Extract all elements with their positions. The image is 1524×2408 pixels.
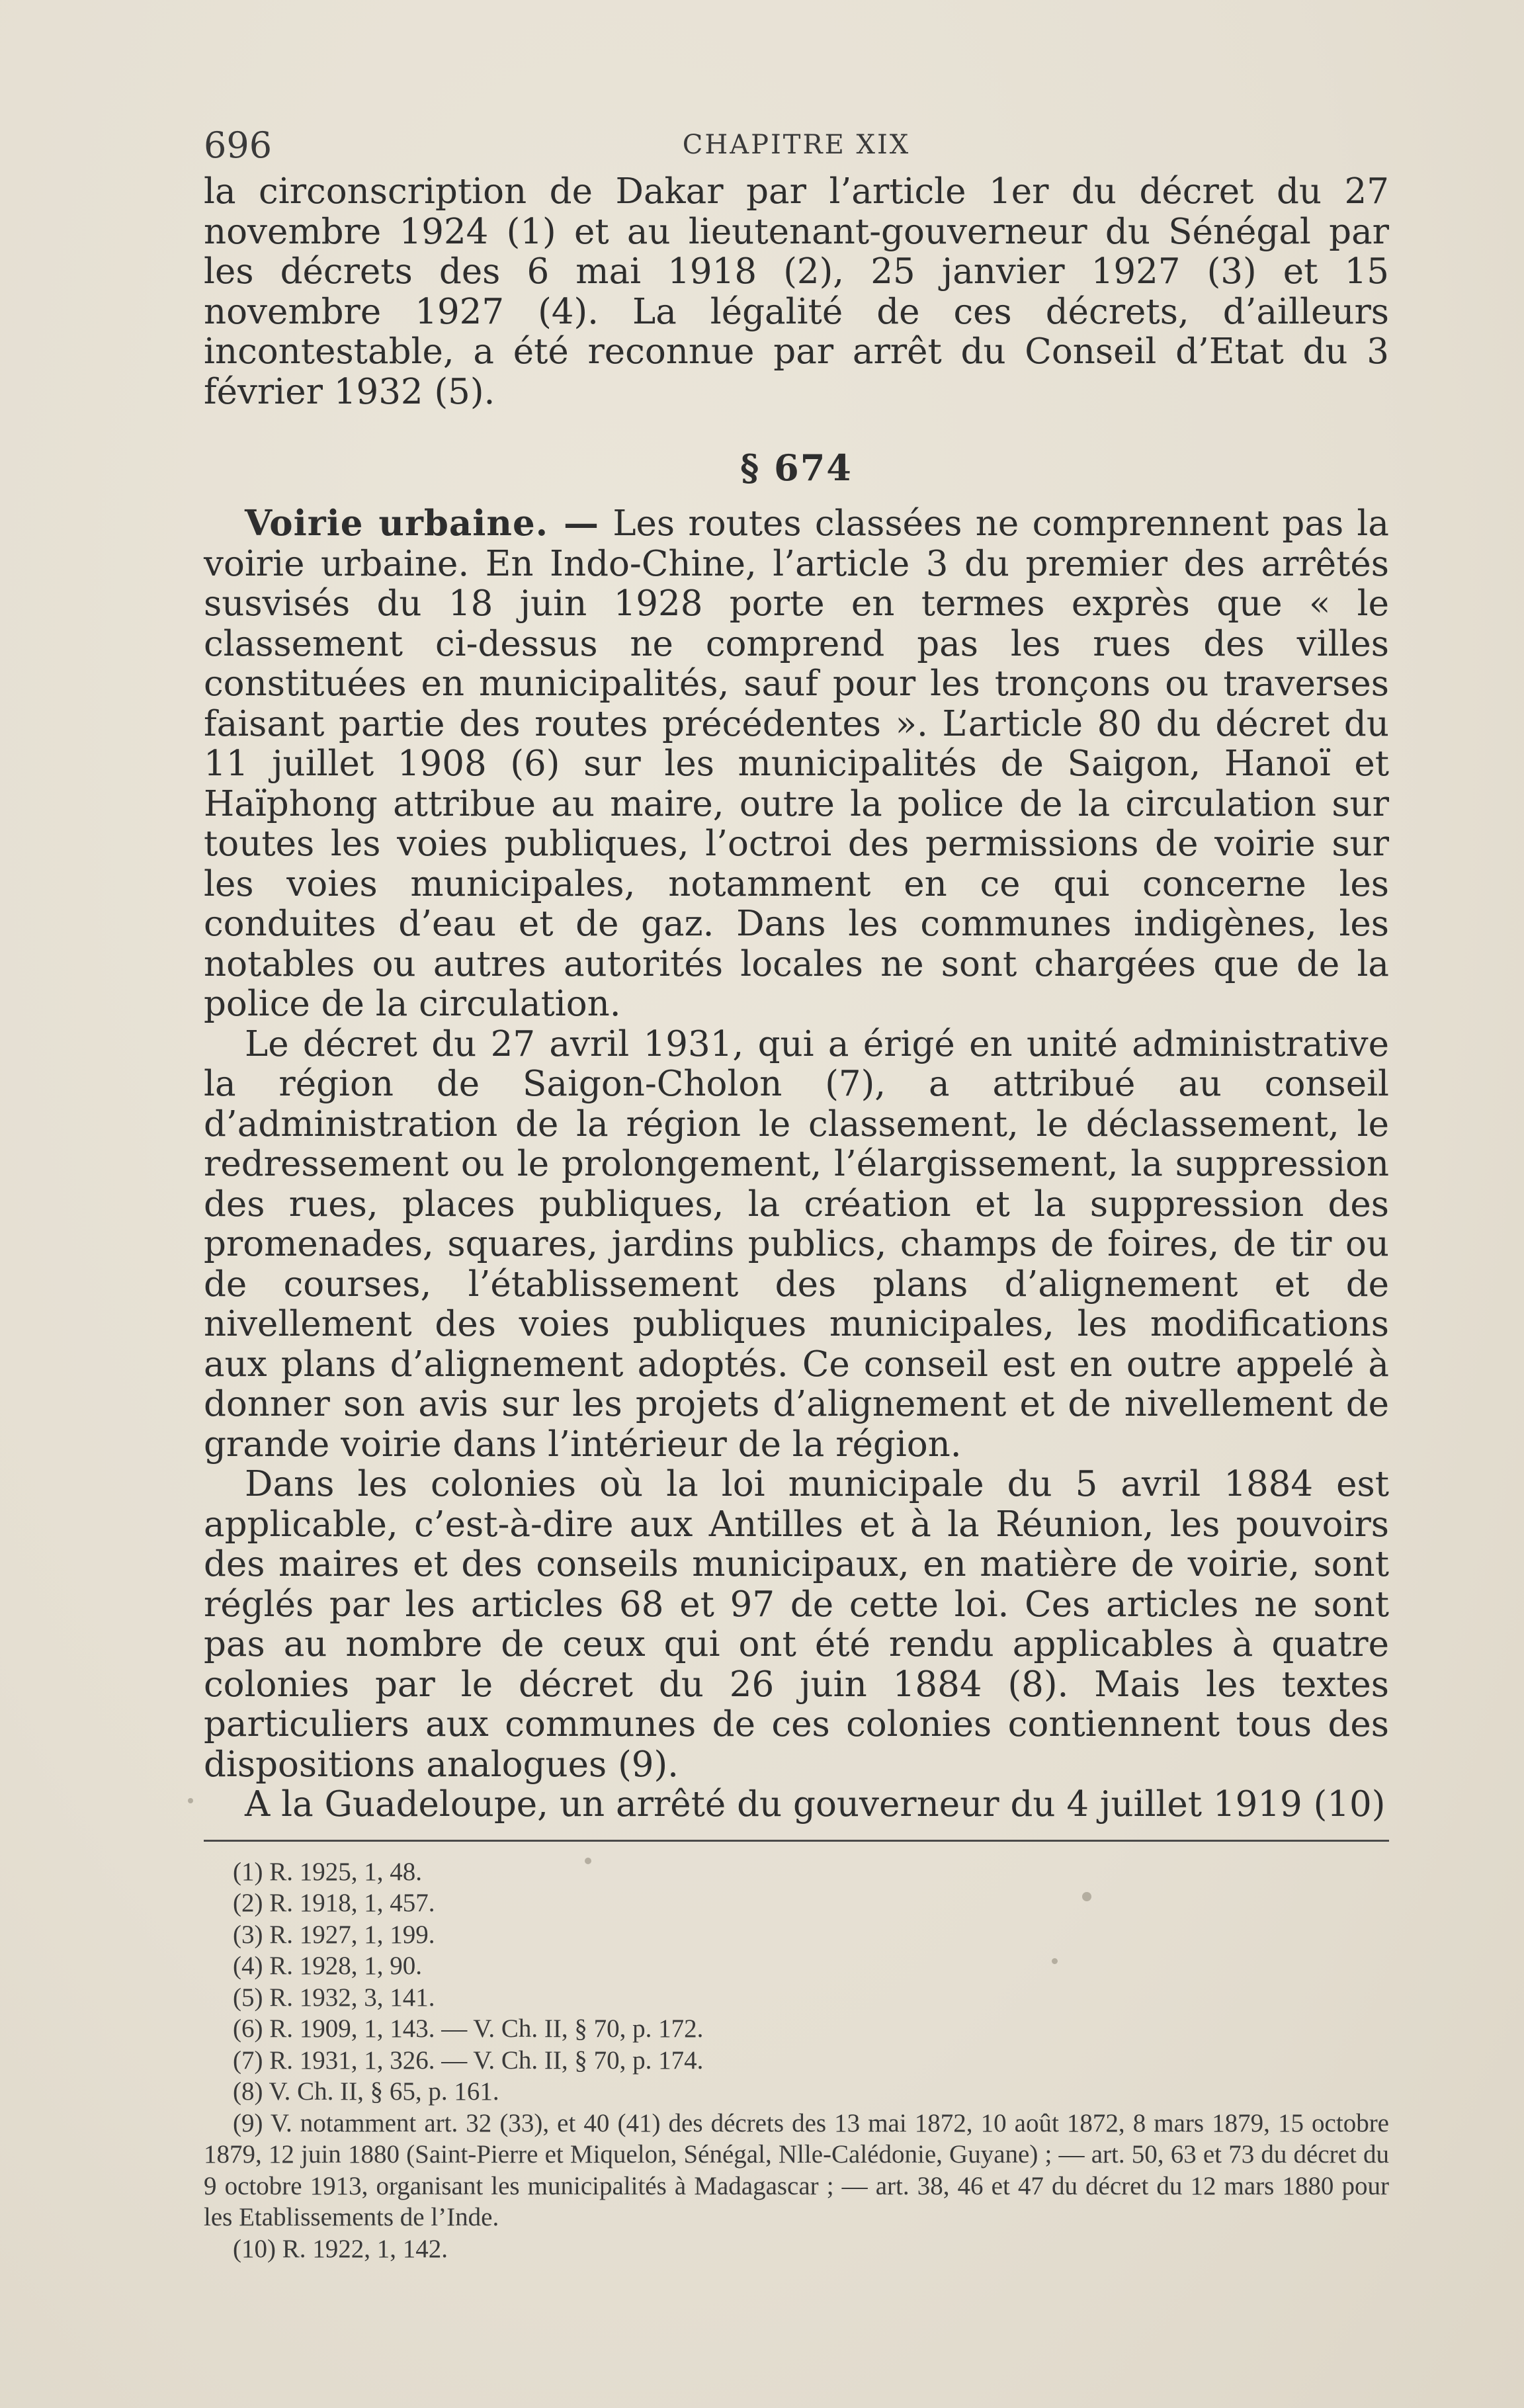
paragraph: A la Guadeloupe, un arrêté du gouverneur du 4 juillet 1919 (10) <box>245 1784 1386 1825</box>
footnote: (5) R. 1932, 3, 141. <box>233 1983 435 2012</box>
paragraph: Dans les colonies où la loi municipale du 5 avril 1884 est applicable, c’est-à-dire aux Antilles et à la Réunion, les pouvoirs des maires et des conseils municipaux, en matière de voirie, sont réglés par les articles 68 et 97 de cette loi. Ces articles ne sont pas au nombre de ceux qui ont été rendu applicables à quatre colonies par le décret du 26 juin 1884 (8). Mais les textes particuliers aux communes de ces colonies contiennent tous des dispositions analogues (9). <box>204 1464 1389 1785</box>
footnote: (4) R. 1928, 1, 90. <box>233 1952 422 1980</box>
footnote: (7) R. 1931, 1, 326. — V. Ch. II, § 70, p. 174. <box>233 2045 704 2075</box>
page-content <box>204 112 1389 2264</box>
paragraph: Le décret du 27 avril 1931, qui a érigé en unité administrative la région de Saigon-Cholon (7), a attribué au conseil d’administration de la région le classement, le déclassement, le redressement ou le prolongement, l’élargissement, la suppression des rues, places publiques, la création et la suppression des promenades, squares, jardins publics, champs de foires, de tir ou de courses, l’établissement des plans d’alignement et de nivellement des voies publiques municipales, les modifications aux plans d’alignement adoptés. Ce conseil est en outre appelé à donner son avis sur les projets d’alignement et de nivellement de grande voirie dans l’intérieur de la région. <box>204 1023 1389 1465</box>
running-title: CHAPITRE XIX <box>682 130 911 160</box>
paper-speck <box>188 1798 193 1803</box>
footnote: (6) R. 1909, 1, 143. — V. Ch. II, § 70, p. 172. <box>233 2014 704 2043</box>
body-text <box>204 172 1389 1825</box>
footnote: (1) R. 1925, 1, 48. <box>233 1857 422 1886</box>
footnote: (2) R. 1918, 1, 457. <box>233 1889 435 1917</box>
footnote: (10) R. 1922, 1, 142. <box>233 2234 448 2263</box>
footnotes <box>204 1856 1389 2265</box>
page-number: 696 <box>204 124 273 166</box>
paragraph <box>204 503 1389 1025</box>
section-heading: § 674 <box>740 447 853 489</box>
footnote: (9) V. notamment art. 32 (33), et 40 (41) des décrets des 13 mai 1872, 10 août 1872, 8 mars 1879, 15 octobre 1879, 12 juin 1880 (Saint-Pierre et Miquelon, Sénégal, Nlle-Calédonie, Guyane) ; — art. 50, 63 et 73 du décret du 9 octobre 1913, organisant les municipalités à Madagascar ; — art. 38, 46 et 47 du décret du 12 mars 1880 pour les Etablissements de l’Inde. <box>204 2108 1389 2231</box>
footnote-rule <box>204 1840 1389 1842</box>
footnote: (3) R. 1927, 1, 199. <box>233 1920 435 1949</box>
run-in-heading: Voirie urbaine. — <box>245 503 600 544</box>
paragraph-text: Les routes classées ne comprennent pas la voirie urbaine. En Indo-Chine, l’article 3 du premier des arrêtés susvisés du 18 juin 1928 porte en termes exprès que « le classement ci-dessus ne comprend pas les rues des villes constituées en municipalités, sauf pour les tronçons ou traverses faisant partie des routes précédentes ». L’article 80 du décret du 11 juillet 1908 (6) sur les municipalités de Saigon, Hanoï et Haïphong attribue au maire, outre la police de la circulation sur toutes les voies publiques, l’octroi des permissions de voirie sur les voies municipales, notamment en ce qui concerne les conduites d’eau et de gaz. Dans les communes indigènes, les notables ou autres autorités locales ne sont chargées que de la police de la circulation. <box>204 503 1389 1024</box>
footnote: (8) V. Ch. II, § 65, p. 161. <box>233 2077 499 2106</box>
page-header <box>204 112 1389 172</box>
opening-paragraph: la circonscription de Dakar par l’article 1er du décret du 27 novembre 1924 (1) et au lieutenant-gouverneur du Sénégal par les décrets des 6 mai 1918 (2), 25 janvier 1927 (3) et 15 novembre 1927 (4). La légalité de ces décrets, d’ailleurs incontestable, a été reconnue par arrêt du Conseil d’Etat du 3 février 1932 (5). <box>204 171 1389 412</box>
